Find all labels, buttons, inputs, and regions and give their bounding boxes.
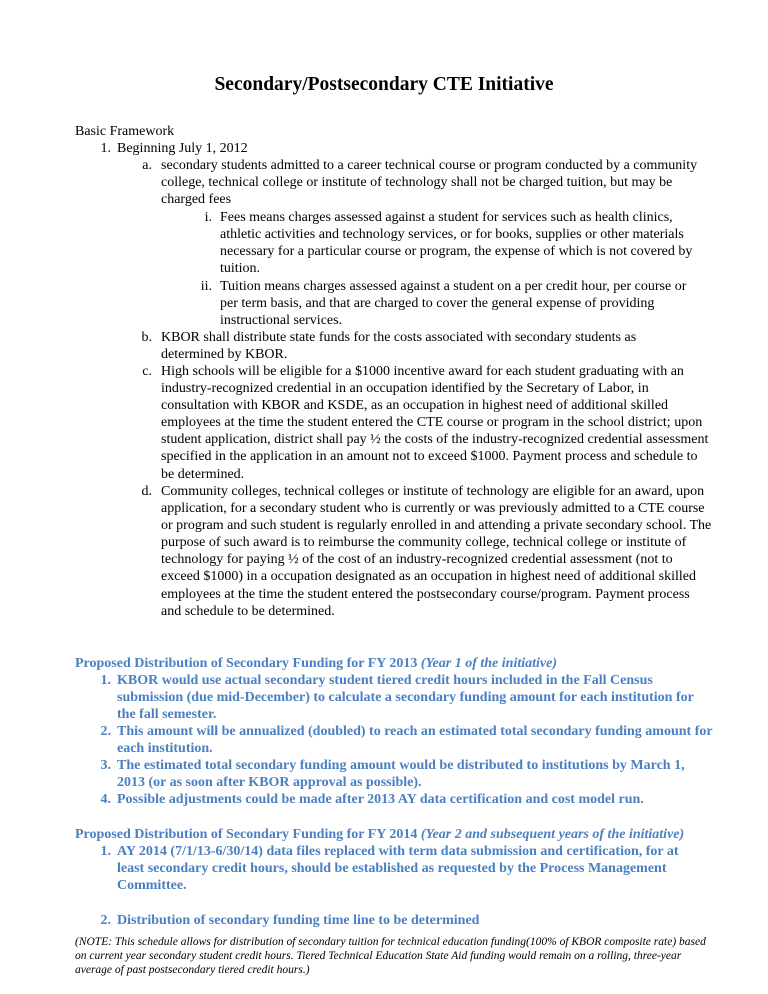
fy2013-item-2-number: 2. xyxy=(100,724,111,739)
fy2013-item-1-number: 1. xyxy=(100,673,111,688)
framework-item-a-i-text: Fees means charges assessed against a student for services such as health clinics, athletic activities and technology services, or for books, supplies or other materials necessary for a particular course or program, the expense of which is not covered by tuition. xyxy=(220,210,693,277)
fy2013-item-3-text: The estimated total secondary funding amount would be distributed to institutions by March 1, 2013 (or as soon after KBOR approval as possible). xyxy=(117,758,685,791)
framework-item-a-number: a. xyxy=(142,158,152,173)
framework-heading: Basic Framework xyxy=(75,124,175,139)
framework-item-1-text: Beginning July 1, 2012 xyxy=(117,141,248,156)
fy2014-heading-italic: (Year 2 and subsequent years of the initiative) xyxy=(420,827,685,842)
framework-item-c-number: c. xyxy=(142,364,152,379)
framework-item-d-text: Community colleges, technical colleges or institute of technology are eligible for an award, upon application, for a secondary student who is currently or was previously admitted to a CTE course or program and such student is regularly enrolled in and attending a private secondary school. The purpose of such award is to reimburse the community college, technical college or institute of technology for paying ½ of the cost of an industry-recognized credential assessment (not to exceed $1000) in a occupation designated as an occupation in highest need of additional skilled employees at the time the student entered the postsecondary course/program. Payment process and schedule to be determined. xyxy=(161,484,712,619)
framework-item-a-i-number: i. xyxy=(204,210,212,225)
framework-item-b-number: b. xyxy=(141,330,152,345)
framework-item-a-ii-text: Tuition means charges assessed against a student on a per credit hour, per course or per term basis, and that are charged to cover the general expense of providing instructional services. xyxy=(220,279,687,329)
fy2014-heading-main: Proposed Distribution of Secondary Funding for FY 2014 xyxy=(75,827,418,842)
fy2013-item-4-number: 4. xyxy=(100,792,111,807)
fy2013-item-3-number: 3. xyxy=(100,758,111,773)
fy2014-item-2-text: Distribution of secondary funding time line to be determined xyxy=(117,913,480,928)
fy2013-item-2-text: This amount will be annualized (doubled) to reach an estimated total secondary funding amount for each institution. xyxy=(117,724,713,757)
fy2013-heading-italic: (Year 1 of the initiative) xyxy=(420,656,557,671)
framework-item-c-text: High schools will be eligible for a $1000 incentive award for each student graduating with an industry-recognized credential in an occupation identified by the Secretary of Labor, in consultation with KBOR and KSDE, as an occupation in highest need of additional skilled employees at the time the student entered the CTE course or program in the school district; upon student application, district shall pay ½ the costs of the industry-recognized credential assessment specified in the application in an amount not to exceed $1000. Payment process and schedule to be determined. xyxy=(161,364,709,482)
fy2013-item-4-text: Possible adjustments could be made after 2013 AY data certification and cost model run. xyxy=(117,792,644,807)
framework-item-1-number: 1. xyxy=(100,141,111,156)
fy2014-item-1-number: 1. xyxy=(100,844,111,859)
framework-item-d-number: d. xyxy=(141,484,152,499)
framework-item-a-text: secondary students admitted to a career technical course or program conducted by a community college, technical college or institute of technology shall not be charged tuition, but may be charged fees xyxy=(161,158,698,208)
funding-note: (NOTE: This schedule allows for distribution of secondary tuition for technical education funding(100% of KBOR composite rate) based on current year secondary student credit hours. Tiered Technical Education State Aid funding would remain on a rolling, three-year average of past postsecondary tiered credit hours.) xyxy=(75,936,706,977)
fy2013-item-1-text: KBOR would use actual secondary student tiered credit hours included in the Fall Census submission (due mid-December) to calculate a secondary funding amount for each institution for the fall semester. xyxy=(117,673,694,723)
fy2014-heading xyxy=(75,826,684,843)
framework-item-b-text: KBOR shall distribute state funds for the costs associated with secondary students as determined by KBOR. xyxy=(161,330,637,363)
fy2013-heading-main: Proposed Distribution of Secondary Funding for FY 2013 xyxy=(75,656,418,671)
fy2014-item-2-number: 2. xyxy=(100,913,111,928)
fy2014-item-1-text: AY 2014 (7/1/13-6/30/14) data files replaced with term data submission and certification, for at least secondary credit hours, should be established as requested by the Process Management Committee. xyxy=(117,844,679,894)
fy2013-heading xyxy=(75,655,557,672)
framework-item-a-ii-number: ii. xyxy=(200,279,212,294)
document-title: Secondary/Postsecondary CTE Initiative xyxy=(214,74,554,95)
